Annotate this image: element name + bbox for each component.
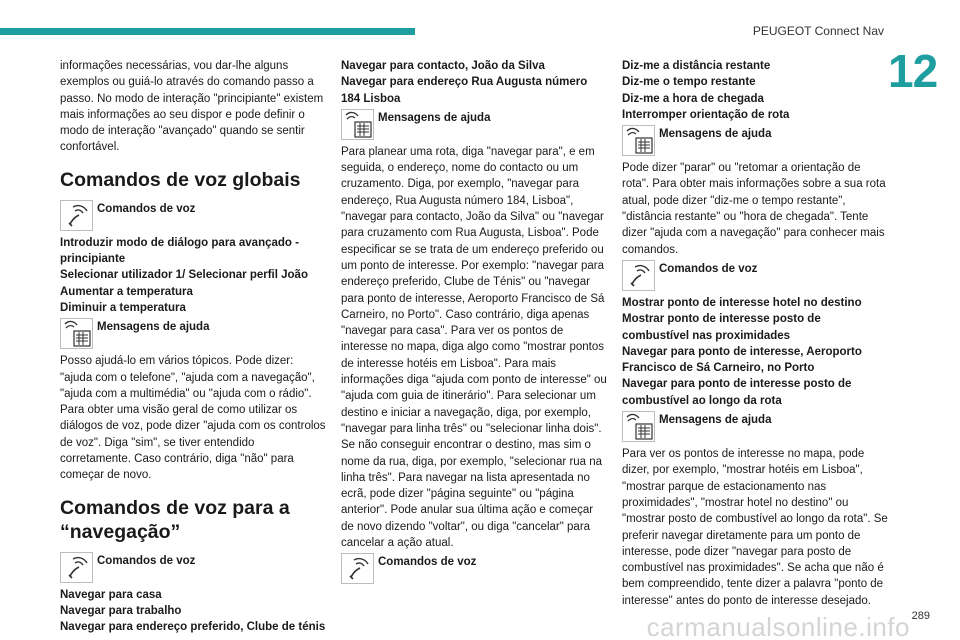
command-item: Introduzir modo de diálogo para avançado - principiante	[60, 236, 299, 266]
help-messages-label: Mensagens de ajuda	[378, 111, 491, 124]
column-2	[341, 58, 609, 588]
command-item: Selecionar utilizador 1/ Selecionar perfil João	[60, 269, 308, 282]
help-messages-callout	[60, 318, 328, 349]
header-accent-bar	[0, 28, 415, 35]
intro-paragraph: informações necessárias, vou dar-lhe alguns exemplos ou guiá-lo através do comando passo a passo. No modo de interação "principiante" existem mais informações ao seu dispor e pode definir o modo de interação "avançado" quando se sentir confortável.	[60, 60, 324, 154]
voice-commands-label: Comandos de voz	[97, 554, 196, 567]
help-messages-callout	[341, 109, 609, 140]
poi-commands-list	[622, 295, 890, 409]
watermark: carmanualsonline.info	[646, 612, 910, 640]
voice-command-icon	[60, 552, 93, 583]
command-item: Navegar para contacto, João da Silva	[341, 60, 545, 72]
page-number: 289	[911, 610, 930, 622]
help-paragraph: Para planear uma rota, diga "navegar para", e em seguida, o endereço, nome do contacto ou um cruzamento. Diga, por exemplo, "navegar para endereço, Rua Augusta número 184, Lisboa", "navegar para contacto, João da Silva" ou "navegar para cruzamento com Rua Augusta, Lisboa". Pode especificar se se trata de um endereço preferido ou um ponto de interesse. Por exemplo: "navegar para endereço preferido, Clube de Ténis" ou "navegar para ponto de interesse, Aeroporto Francisco de Sá Carneiro, no Porto". Caso contrário, diga apenas "navegar para casa". Para ver os pontos de interesse no mapa, diga algo como "mostrar pontos de interesse hotéis em Lisboa". Para mais informações diga "ajuda com ponto de interesse" ou "ajuda com guia de itinerário". Para selecionar um destino e iniciar a navegação, diga, por exemplo, "navegar para linha três" ou "selecionar linha dois". Se não conseguir encontrar o destino, mas sim o nome da rua, diga, por exemplo, "selecionar rua na linha três". Para navegar na lista apresentada no ecrã, pode dizer "página seguinte" ou "página anterior". Pode anular sua última ação e começar de novo dizendo "voltar", ou diga "cancelar" para cancelar a ação atual.	[341, 145, 607, 550]
voice-commands-callout	[60, 200, 328, 231]
command-item: Navegar para trabalho	[60, 604, 182, 617]
command-item: Aumentar a temperatura	[60, 285, 193, 298]
voice-command-icon	[622, 260, 655, 291]
voice-commands-label: Comandos de voz	[659, 262, 758, 275]
help-message-icon	[60, 318, 93, 349]
command-item: Mostrar ponto de interesse posto de combustível nas proximidades	[622, 313, 821, 342]
help-paragraph: Pode dizer "parar" ou "retomar a orientação de rota". Para obter mais informações sobre a sua rota atual, pode dizer "diz-me o tempo restante", "distância restante" ou "hora de chegada". Tente dizer "ajuda com a navegação" para conhecer mais comandos.	[622, 162, 886, 256]
voice-commands-callout	[60, 552, 328, 583]
command-item: Mostrar ponto de interesse hotel no destino	[622, 296, 862, 309]
help-message-icon	[622, 411, 655, 442]
section-heading-global: Comandos de voz globais	[60, 168, 301, 191]
voice-commands-callout	[622, 260, 890, 291]
help-paragraph: Posso ajudá-lo em vários tópicos. Pode dizer: "ajuda com o telefone", "ajuda com a navegação", "ajuda com a multimédia" ou "ajuda com o rádio". Para obter uma visão geral de como utilizar os diálogos de voz, pode dizer "ajuda com os controlos de voz". Diga "sim", se tiver entendido corretamente. Caso contrário, diga "não" para começar de novo.	[60, 355, 326, 482]
command-item: Navegar para casa	[60, 588, 162, 601]
command-item: Navegar para ponto de interesse, Aeroporto Francisco de Sá Carneiro, no Porto	[622, 345, 862, 375]
chapter-number: 12	[888, 45, 938, 97]
command-item: Diminuir a temperatura	[60, 301, 186, 314]
help-messages-callout	[622, 411, 890, 442]
column-1	[60, 58, 328, 636]
help-message-icon	[341, 109, 374, 140]
command-item: Diz-me a distância restante	[622, 60, 771, 72]
help-messages-label: Mensagens de ajuda	[659, 414, 772, 427]
header-title: PEUGEOT Connect Nav	[752, 24, 884, 38]
command-item: Navegar para endereço Rua Augusta número 184 Lisboa	[341, 76, 588, 105]
section-heading-navigation: Comandos de voz para a “navegação”	[60, 496, 290, 543]
help-messages-label: Mensagens de ajuda	[659, 128, 772, 141]
command-item: Navegar para ponto de interesse posto de combustível ao longo da rota	[622, 378, 852, 407]
voice-commands-label: Comandos de voz	[378, 556, 477, 569]
nav-commands-list-continued	[341, 58, 609, 107]
column-3	[622, 58, 890, 609]
global-commands-list	[60, 235, 328, 316]
command-item: Navegar para endereço preferido, Clube de ténis	[60, 621, 326, 634]
help-messages-label: Mensagens de ajuda	[97, 321, 210, 334]
command-item: Diz-me o tempo restante	[622, 76, 756, 89]
command-item: Interromper orientação de rota	[622, 108, 790, 121]
voice-command-icon	[341, 553, 374, 584]
voice-commands-callout	[341, 553, 609, 584]
nav-commands-list	[60, 587, 328, 636]
command-item: Diz-me a hora de chegada	[622, 92, 764, 105]
help-paragraph: Para ver os pontos de interesse no mapa, pode dizer, por exemplo, "mostrar hotéis em Lisboa", "mostrar parque de estacionamento nas proximidades", "mostrar hotel no destino" ou "mostrar posto de combustível ao longo da rota". Se preferir navegar diretamente para um ponto de interesse, pode dizer "navegar para posto de combustível nas proximidades". Se acha que não é bem compreendido, tente dizer a palavra "ponto de interesse" antes do ponto de interesse desejado.	[622, 448, 888, 607]
voice-command-icon	[60, 200, 93, 231]
help-message-icon	[622, 125, 655, 156]
help-messages-callout	[622, 125, 890, 156]
route-commands-list	[622, 58, 890, 123]
voice-commands-label: Comandos de voz	[97, 202, 196, 215]
